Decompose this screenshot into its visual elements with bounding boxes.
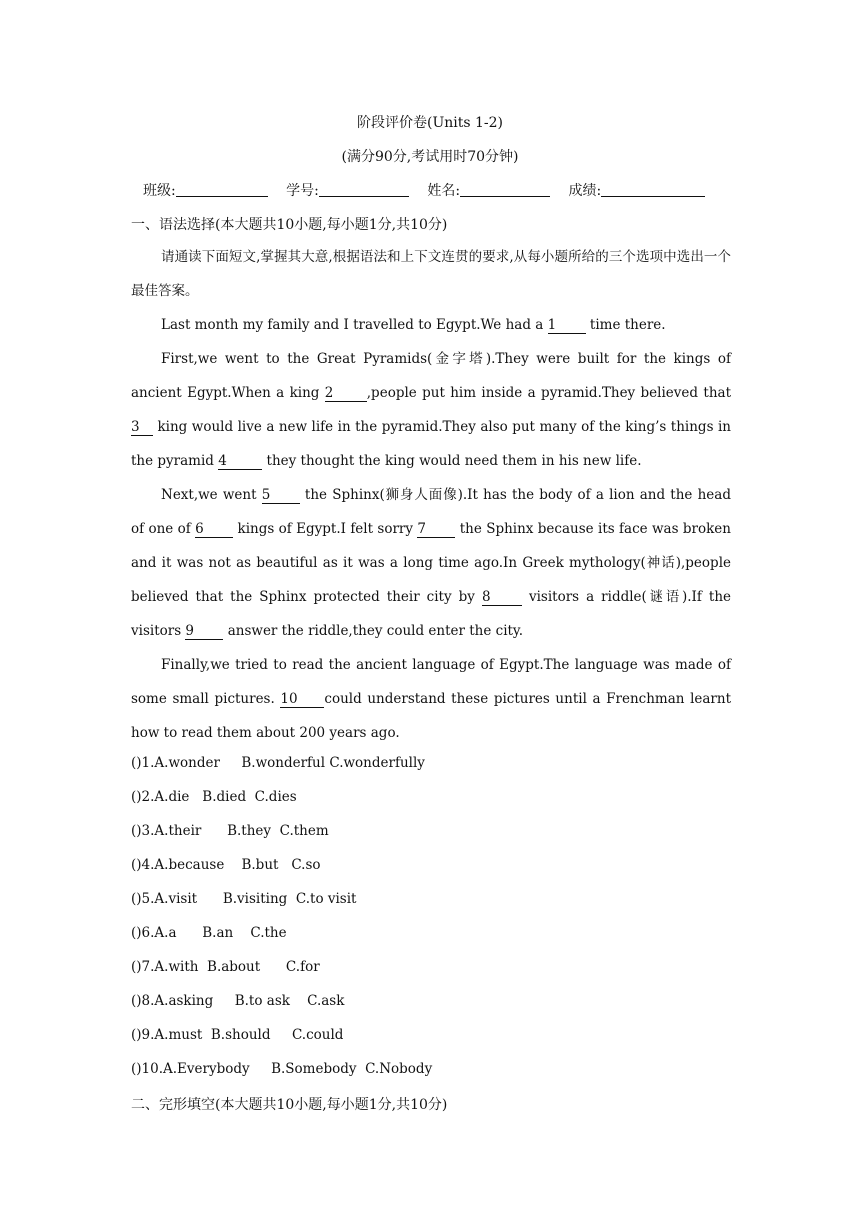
section2-heading: 二、完形填空(本大题共10小题,每小题1分,共10分) bbox=[131, 1097, 448, 1113]
grammar-passage bbox=[131, 308, 731, 750]
blank-9: 9 bbox=[185, 623, 223, 640]
student-id-blank[interactable] bbox=[319, 182, 409, 197]
blank-3: 3 bbox=[131, 419, 153, 436]
question-4-options: ()4.A.because B.but C.so bbox=[131, 857, 321, 873]
section1-instruction: 请通读下面短文,掌握其大意,根据语法和上下文连贯的要求,从每小题所给的三个选项中选出一个最佳答案。 bbox=[131, 249, 731, 299]
question-6-options: ()6.A.a B.an C.the bbox=[131, 925, 287, 941]
blank-2: 2 bbox=[325, 385, 367, 402]
score-blank[interactable] bbox=[601, 182, 705, 197]
question-10-options: ()10.A.Everybody B.Somebody C.Nobody bbox=[131, 1061, 433, 1077]
question-9-options: ()9.A.must B.should C.could bbox=[131, 1027, 344, 1043]
blank-4: 4 bbox=[218, 453, 262, 470]
page-subtitle: (满分90分,考试用时70分钟) bbox=[341, 149, 519, 165]
passage-paragraph-4: Finally,we tried to read the ancient language of Egypt.The language was made of some small pictures. 10 could understand these pictures until a Frenchman learnt how to read them about 200 years ago. bbox=[131, 657, 731, 741]
class-field: 班级: bbox=[143, 180, 268, 200]
name-blank[interactable] bbox=[460, 182, 550, 197]
question-7-options: ()7.A.with B.about C.for bbox=[131, 959, 320, 975]
passage-paragraph-3: Next,we went 5 the Sphinx(狮身人面像).It has the body of a lion and the head of one of 6 kings of Egypt.I felt sorry 7 the Sphinx because its face was broken and it was not as beautiful as it was a long time ago.In Greek mythology(神话),people believed that the Sphinx protected their city by 8 visitors a riddle(谜语).If the visitors 9 answer the riddle,they could enter the city. bbox=[131, 487, 732, 639]
blank-8: 8 bbox=[482, 589, 522, 606]
name-field: 姓名: bbox=[427, 180, 550, 200]
blank-6: 6 bbox=[195, 521, 233, 538]
passage-paragraph-1: Last month my family and I travelled to Egypt.We had a 1 time there. bbox=[161, 317, 666, 333]
blank-5: 5 bbox=[262, 487, 300, 504]
section1-heading: 一、语法选择(本大题共10小题,每小题1分,共10分) bbox=[131, 217, 448, 233]
passage-paragraph-2: First,we went to the Great Pyramids(金字塔).They were built for the kings of ancient Egypt.When a king 2 ,people put him inside a pyramid.They believed that 3 king would live a new life in the pyramid.They also put many of the king’s things in the pyramid 4 they thought the king would need them in his new life. bbox=[131, 351, 731, 469]
question-3-options: ()3.A.their B.they C.them bbox=[131, 823, 329, 839]
question-1-options: ()1.A.wonder B.wonderful C.wonderfully bbox=[131, 755, 425, 771]
question-8-options: ()8.A.asking B.to ask C.ask bbox=[131, 993, 345, 1009]
blank-1: 1 bbox=[548, 317, 586, 334]
student-id-field: 学号: bbox=[286, 180, 409, 200]
page-title: 阶段评价卷(Units 1-2) bbox=[356, 115, 504, 131]
blank-7: 7 bbox=[417, 521, 455, 538]
student-info-row bbox=[143, 180, 719, 200]
score-field: 成绩: bbox=[569, 180, 706, 200]
blank-10: 10 bbox=[280, 691, 324, 708]
class-blank[interactable] bbox=[176, 182, 268, 197]
question-5-options: ()5.A.visit B.visiting C.to visit bbox=[131, 891, 357, 907]
question-2-options: ()2.A.die B.died C.dies bbox=[131, 789, 297, 805]
